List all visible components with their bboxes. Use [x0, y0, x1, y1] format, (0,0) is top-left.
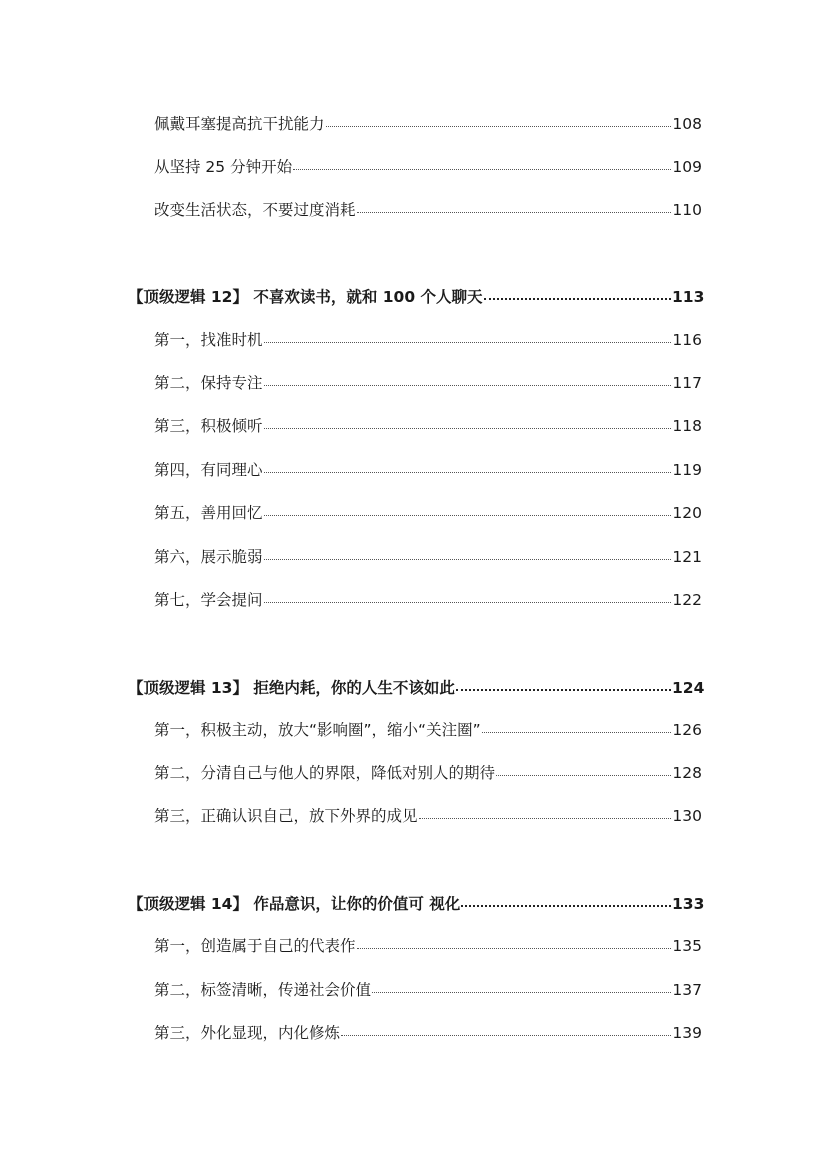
dot-leader [419, 804, 671, 819]
toc-entry-title: 第一，积极主动，放大“影响圈”，缩小“关注圈” [154, 721, 481, 739]
toc-entry-title: 第二，分清自己与他人的界限，降低对别人的期待 [154, 764, 496, 782]
toc-entry[interactable] [154, 547, 702, 567]
toc-entry[interactable] [154, 763, 702, 783]
dot-leader [264, 414, 671, 429]
toc-chapter-page: 133 [672, 895, 705, 913]
toc-entry-page: 118 [672, 417, 702, 435]
toc-entry-title: 第五，善用回忆 [154, 504, 263, 522]
toc-entry-page: 137 [672, 981, 702, 999]
toc-entry-page: 128 [672, 764, 702, 782]
toc-entry[interactable] [154, 936, 702, 956]
toc-entry-title: 第六，展示脆弱 [154, 548, 263, 566]
toc-entry-page: 117 [672, 374, 702, 392]
toc-entry-title: 第四，有同理心 [154, 461, 263, 479]
dot-leader [264, 545, 671, 560]
dot-leader [484, 284, 671, 300]
toc-entry[interactable] [154, 503, 702, 523]
dot-leader [264, 371, 671, 386]
toc-entry[interactable] [154, 1023, 702, 1043]
toc-entry[interactable] [154, 330, 702, 350]
toc-entry[interactable] [154, 200, 702, 220]
toc-entry[interactable] [154, 590, 702, 610]
toc-entry-page: 135 [672, 937, 702, 955]
dot-leader [264, 588, 671, 603]
dot-leader [357, 934, 671, 949]
dot-leader [264, 501, 671, 516]
toc-entry-title: 第三，积极倾听 [154, 417, 263, 435]
toc-entry[interactable] [154, 114, 702, 134]
toc-entry[interactable] [154, 157, 702, 177]
dot-leader [326, 112, 671, 127]
toc-entry-title: 佩戴耳塞提高抗干扰能力 [154, 115, 325, 133]
dot-leader [482, 718, 671, 733]
toc-entry-page: 139 [672, 1024, 702, 1042]
toc-entry-title: 第三，外化显现，内化修炼 [154, 1024, 341, 1042]
toc-entry[interactable] [154, 980, 702, 1000]
toc-entry-title: 第二，标签清晰，传递社会价值 [154, 981, 372, 999]
toc-entry-title: 改变生活状态，不要过度消耗 [154, 201, 356, 219]
toc-entry-page: 116 [672, 331, 702, 349]
toc-chapter-heading[interactable] [128, 286, 705, 307]
toc-entry-title: 第一，创造属于自己的代表作 [154, 937, 356, 955]
toc-entry[interactable] [154, 416, 702, 436]
toc-entry-title: 从坚持 25 分钟开始 [154, 158, 293, 176]
toc-entry[interactable] [154, 720, 702, 740]
toc-entry-title: 第一，找准时机 [154, 331, 263, 349]
dot-leader [293, 155, 671, 170]
toc-chapter-page: 124 [672, 679, 705, 697]
toc-entry-page: 110 [672, 201, 702, 219]
toc-entry-page: 122 [672, 591, 702, 609]
toc-entry-title: 第七，学会提问 [154, 591, 263, 609]
dot-leader [456, 675, 671, 691]
toc-chapter-heading[interactable] [128, 893, 705, 914]
toc-entry-page: 121 [672, 548, 702, 566]
dot-leader [496, 761, 671, 776]
dot-leader [357, 198, 671, 213]
toc-chapter-title: 【顶级逻辑 13】 拒绝内耗，你的人生不该如此 [128, 679, 455, 697]
toc-chapter-page: 113 [672, 288, 705, 306]
dot-leader [341, 1021, 671, 1036]
toc-entry-title: 第三，正确认识自己，放下外界的成见 [154, 807, 418, 825]
toc-entry-page: 120 [672, 504, 702, 522]
dot-leader [372, 978, 671, 993]
toc-entry-page: 130 [672, 807, 702, 825]
toc-chapter-title: 【顶级逻辑 12】 不喜欢读书，就和 100 个人聊天 [128, 288, 483, 306]
toc-entry-page: 126 [672, 721, 702, 739]
toc-entry-title: 第二，保持专注 [154, 374, 263, 392]
toc-chapter-title: 【顶级逻辑 14】 作品意识，让你的价值可 视化 [128, 895, 461, 913]
toc-entry-page: 119 [672, 461, 702, 479]
toc-entry-page: 109 [672, 158, 702, 176]
toc-entry-page: 108 [672, 115, 702, 133]
dot-leader [264, 458, 671, 473]
dot-leader [461, 891, 671, 907]
dot-leader [264, 328, 671, 343]
toc-entry[interactable] [154, 460, 702, 480]
toc-entry[interactable] [154, 373, 702, 393]
toc-entry[interactable] [154, 806, 702, 826]
toc-chapter-heading[interactable] [128, 677, 705, 698]
